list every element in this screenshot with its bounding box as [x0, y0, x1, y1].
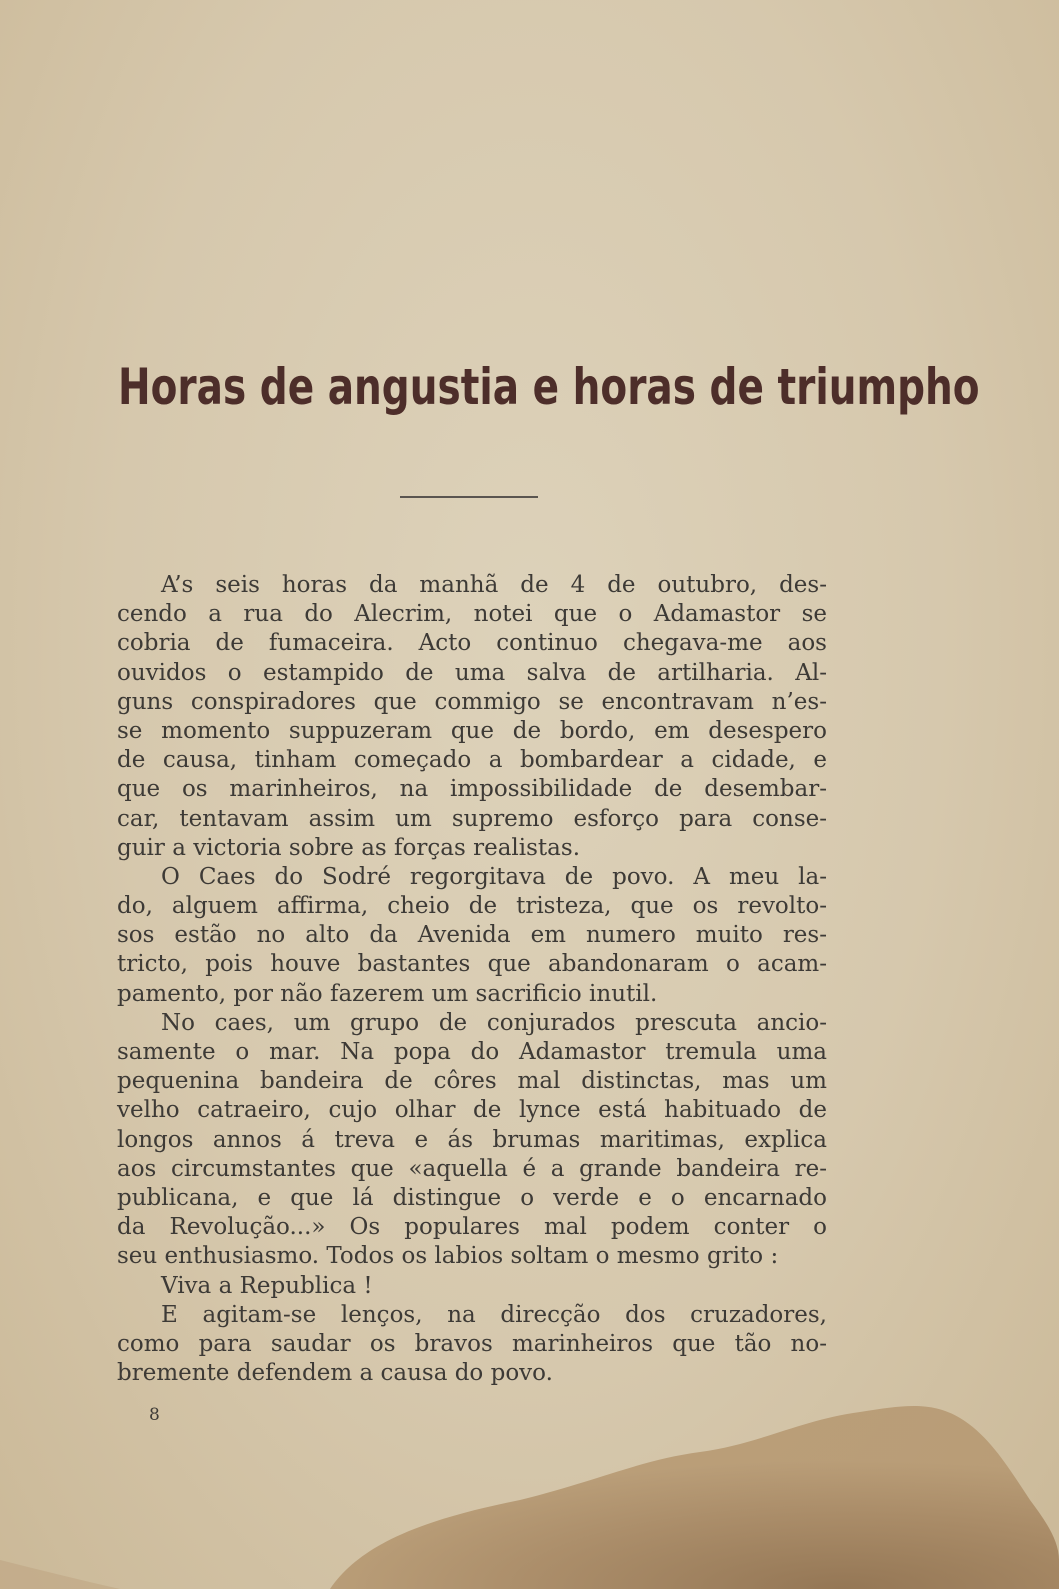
text-line: aos circumstantes que «aquella é a grande bandeira re-	[117, 1155, 827, 1182]
text-line: sos estão no alto da Avenida em numero muito res-	[117, 922, 827, 949]
text-line: velho catraeiro, cujo olhar de lynce está habituado de	[117, 1097, 827, 1124]
text-line: E agitam-se lenços, na direcção dos cruzadores,	[161, 1301, 827, 1328]
text-line: car, tentavam assim um supremo esforço para conse-	[117, 805, 827, 832]
text-line: se momento suppuzeram que de bordo, em desespero	[117, 717, 827, 744]
text-line: da Revolução...» Os populares mal podem conter o	[117, 1214, 827, 1241]
text-line: pequenina bandeira de côres mal distinctas, mas um	[117, 1068, 827, 1095]
text-line: de causa, tinham começado a bombardear a cidade, e	[117, 747, 827, 774]
chapter-title: Horas de angustia e horas de triumpho	[118, 358, 980, 416]
body-text	[117, 571, 827, 1388]
text-line: cobria de fumaceira. Acto continuo chegava-me aos	[117, 630, 827, 657]
page-number: 8	[149, 1405, 160, 1425]
text-line: ouvidos o estampido de uma salva de artilharia. Al-	[117, 659, 827, 686]
text-line: que os marinheiros, na impossibilidade de desembar-	[117, 776, 827, 803]
text-line: No caes, um grupo de conjurados prescuta ancio-	[161, 1009, 827, 1036]
text-line: pamento, por não fazerem um sacrificio inutil.	[117, 980, 658, 1007]
text-line: cendo a rua do Alecrim, notei que o Adamastor se	[117, 601, 827, 628]
text-line: Viva a Republica !	[161, 1272, 373, 1299]
text-line: A’s seis horas da manhã de 4 de outubro, des-	[161, 572, 827, 598]
text-line: O Caes do Sodré regorgitava de povo. A meu la-	[161, 863, 827, 890]
text-line: guir a victoria sobre as forças realistas.	[117, 834, 580, 861]
title-divider	[400, 496, 538, 498]
text-line: publicana, e que lá distingue o verde e o encarnado	[117, 1184, 827, 1211]
text-line: como para saudar os bravos marinheiros que tão no-	[117, 1330, 827, 1357]
text-line: bremente defendem a causa do povo.	[117, 1360, 553, 1387]
text-line: seu enthusiasmo. Todos os labios soltam o mesmo grito :	[117, 1243, 779, 1270]
text-line: samente o mar. Na popa do Adamastor tremula uma	[117, 1039, 827, 1065]
text-line: longos annos á treva e ás brumas maritimas, explica	[117, 1126, 827, 1153]
text-line: do, alguem affirma, cheio de tristeza, que os revolto-	[117, 893, 827, 920]
text-line: guns conspiradores que commigo se encontravam n’es-	[117, 688, 827, 715]
text-line: tricto, pois houve bastantes que abandonaram o acam-	[117, 951, 827, 978]
